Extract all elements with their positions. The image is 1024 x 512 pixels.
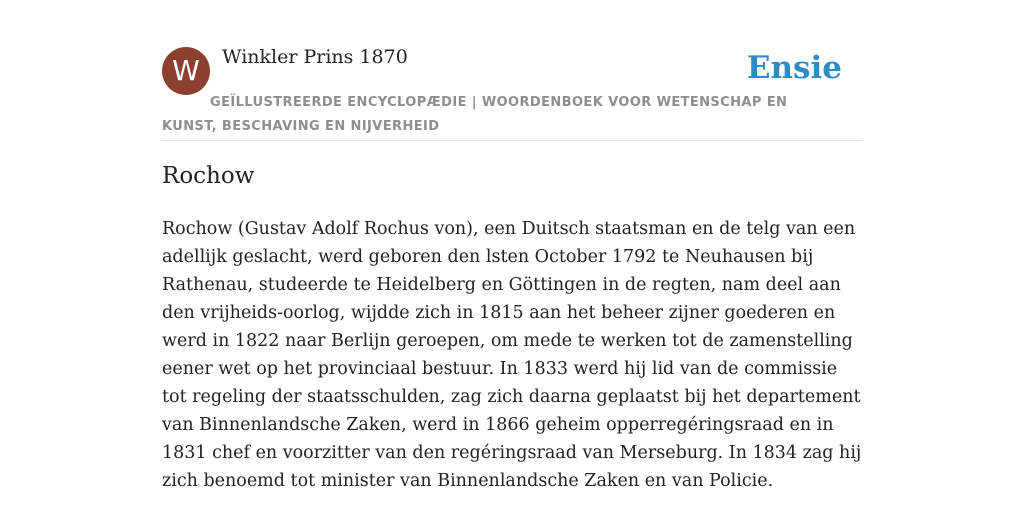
entry-title: Rochow — [162, 163, 255, 189]
ensie-logo[interactable]: Ensie — [746, 50, 842, 86]
avatar[interactable]: W — [162, 47, 210, 95]
entry-body: Rochow (Gustav Adolf Rochus von), een Duitsch staatsman en de telg van een adellijk geslacht, werd geboren den lsten October 1792 te Neuhausen bij Rathenau, studeerde te Heidelberg en Göttingen in de regten, nam deel aan den vrijheids-oorlog, wijdde zich in 1815 aan het beheer zijner goederen en werd in 1822 naar Berlijn geroepen, om mede te werken tot de zamenstelling eener wet op het provinciaal bestuur. In 1833 werd hij lid van de commissie tot regeling der staatsschulden, zag zich daarna geplaatst bij het departement van Binnenlandsche Zaken, werd in 1866 geheim opperregéringsraad en in 1831 chef en voorzitter van den regéringsraad van Merseburg. In 1834 zag hij zich benoemd tot minister van Binnenlandsche Zaken en van Policie. — [162, 219, 862, 491]
header — [162, 44, 862, 141]
source-title[interactable]: Winkler Prins 1870 — [222, 46, 408, 68]
source-subtitle: GEÏLLUSTREERDE ENCYCLOPÆDIE | WOORDENBOEK VOOR WETENSCHAP EN KUNST, BESCHAVING EN NIJVERHEID — [162, 95, 788, 134]
